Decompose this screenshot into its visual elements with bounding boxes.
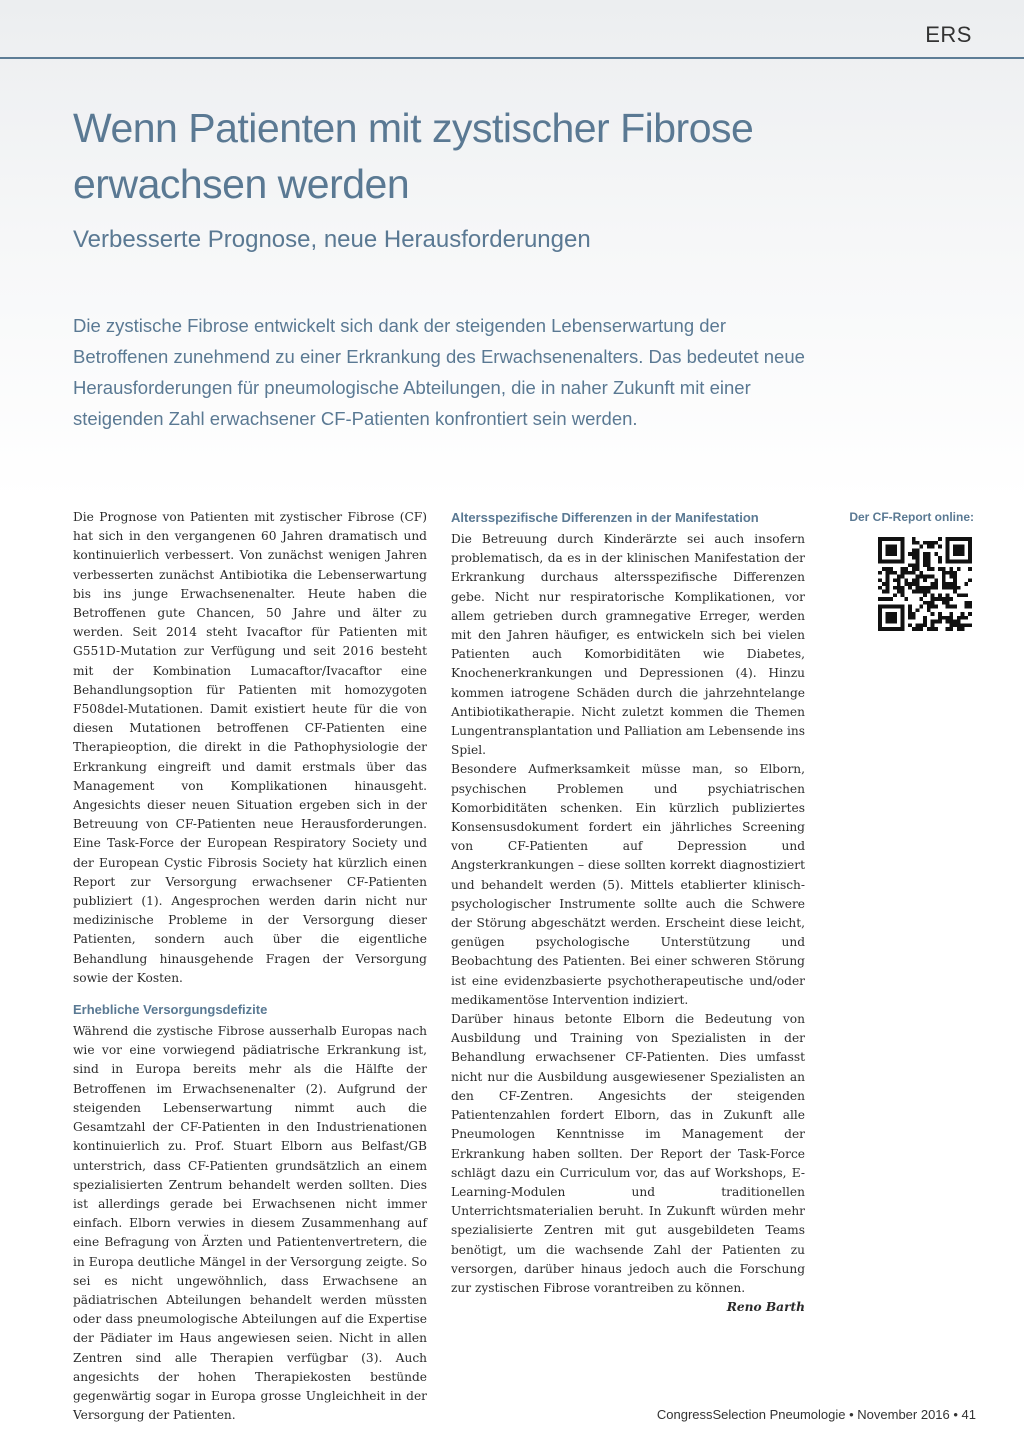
paragraph: Darüber hinaus betonte Elborn die Bedeutung von Ausbildung und Training von Spezialisten in der Behandlung erwachsener CF-Patienten. Dies umfasst nicht nur die Ausbildung ausgewiesener Spezialisten an den CF-Zentren. Angesichts der steigenden Patientenzahlen fordert Elborn, das in Zukunft alle Pneumologen Kenntnisse im Management der Erkrankung haben sollten. Der Report der Task-Force schlägt dazu ein Curriculum vor, das auf Workshops, E-Learning-Modulen und traditionellen Unterrichtsmaterialien beruht. In Zukunft würden mehr spezialisierte Zentren mit gut ausgebildeten Teams benötigt, um die wachsende Zahl der Patienten zu versorgen, darüber hinaus jedoch auch die Forschung zur zystischen Fibrose vorantreiben zu können. [451,1012,805,1295]
author-name: Reno Barth [726,1300,805,1315]
paragraph: Die Prognose von Patienten mit zystischer Fibrose (CF) hat sich in den vergangenen 60 Jahren dramatisch und kontinuierlich verbessert. Von zunächst wenigen Jahren verbesserten zunächst Antibiotika die Lebenserwartung bis ins junge Erwachsenenalter. Heute haben die Betroffenen gute Chancen, 50 Jahre und älter zu werden. Seit 2014 steht Ivacaftor für Patienten mit G551D-Mutation zur Verfügung und seit 2016 besteht mit der Kombination Lumacaftor/Ivacaftor eine Behandlungsoption für Patienten mit homozygoten F508del-Mutationen. Damit existiert heute für die von diesen Mutationen betroffenen CF-Patienten eine Therapieoption, die direkt in die Pathophysiologie der Erkrankung eingreift und damit erstmals über das Management von Komplikationen hinausgeht. Angesichts dieser neuen Situation ergeben sich in der Betreuung von CF-Patienten neue Herausforderungen. Eine Task-Force der European Respiratory Society und der European Cystic Fibrosis Society hat kürzlich einen Report zur Versorgung erwachsener CF-Patienten publiziert (1). Angesprochen werden darin nicht nur medizinische Probleme in der Versorgung dieser Patienten, sondern auch über die eigentliche Behandlung hinausgehende Fragen der Versorgung sowie der Kosten. [73,510,427,985]
cf-report-label: Der CF-Report online: [849,510,974,524]
article-title: Wenn Patienten mit zystischer Fibrose erwachsen werden [73,105,754,207]
section-heading: Altersspezifische Differenzen in der Manifestation [451,510,759,525]
paragraph: Die Betreuung durch Kinderärzte sei auch insofern problematisch, da es in der klinischen Manifestation der Erkrankung durchaus altersspezifische Differenzen gebe. Nicht nur respiratorische Komplikationen, vor allem getrieben durch gramnegative Erreger, werden mit den Jahren häufiger, es entwickeln sich bei vielen Patienten auch Komorbiditäten wie Diabetes, Knochenerkrankungen und Depressionen (4). Hinzu kommen iatrogene Schäden durch die jahrzehntelange Antibiotikatherapie. Nicht zuletzt kommen die Themen Lungentransplantation und Palliation am Lebensende ins Spiel. [451,532,805,758]
qr-code-icon[interactable] [878,537,972,631]
paragraph: Besondere Aufmerksamkeit müsse man, so Elborn, psychischen Problemen und psychiatrischen Komorbiditäten schenken. Ein kürzlich publiziertes Konsensusdokument fordert ein jährliches Screening von CF-Patienten auf Depression und Angsterkrankungen – diese sollten korrekt diagnostiziert und behandelt werden (5). Mittels etablierter klinisch-psychologischer Instrumente sollte auch die Schwere der Störung abgeschätzt werden. Erscheint diese leicht, genügen psychologische Unterstützung und Beobachtung des Patienten. Bei einer schweren Störung ist eine evidenzbasierte psychotherapeutische und/oder medikamentöse Intervention indiziert. [451,762,805,1007]
article-subtitle: Verbesserte Prognose, neue Herausforderungen [73,226,591,253]
header-rule [0,57,1024,59]
section-heading: Erhebliche Versorgungsdefizite [73,1002,268,1018]
body-column-left [73,508,427,1425]
paragraph: Während die zystische Fibrose ausserhalb Europas nach wie vor eine vorwiegend pädiatrische Erkrankung ist, sind in Europa bereits mehr als die Hälfte der Betroffenen im Erwachsenenalter (2). Aufgrund der steigenden Lebenserwartung nimmt auch die Gesamtzahl der CF-Patienten in den Industrienationen kontinuierlich zu. Prof. Stuart Elborn aus Belfast/GB unterstrich, dass CF-Patienten grundsätzlich an einem spezialisierten Zentrum behandelt werden sollten. Dies ist allerdings gerade bei Erwachsenen nicht immer einfach. Elborn verwies in diesem Zusammenhang auf eine Befragung von Ärzten und Patientenvertretern, die in Europa deutliche Mängel in der Versorgung zeigte. So sei es nicht ungewöhnlich, dass Erwachsene an pädiatrischen Abteilungen behandelt werden müssten oder dass pneumologische Abteilungen auf die Expertise der Pädiater im Haus angewiesen seien. Nicht in allen Zentren sind alle Therapien verfügbar (3). Auch angesichts der hohen Therapiekosten bestünde gegenwärtig sogar in Europa grosse Ungleichheit in der Versorgung der Patienten. [73,1024,427,1423]
body-column-right [451,508,805,1317]
section-tag: ERS [925,22,972,47]
page-footer: CongressSelection Pneumologie • November 2016 • 41 [656,1407,976,1422]
article-lead: Die zystische Fibrose entwickelt sich dank der steigenden Lebenserwartung der Betroffenen zunehmend zu einer Erkrankung des Erwachsenenalters. Das bedeutet neue Herausforderungen für pneumologische Abteilungen, die in naher Zukunft mit einer steigenden Zahl erwachsener CF-Patienten konfrontiert sein werden. [73,315,805,429]
